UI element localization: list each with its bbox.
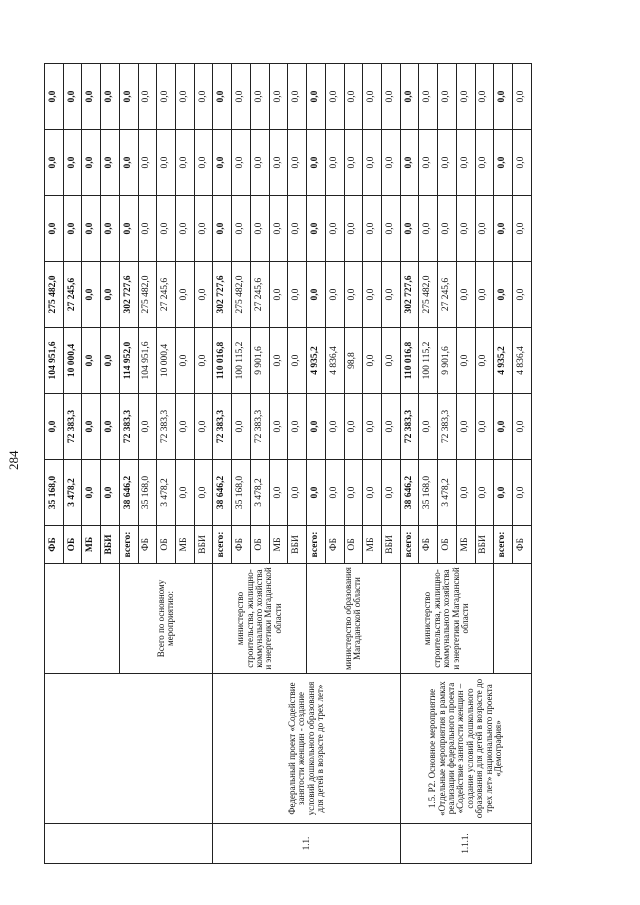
amount-cell: 0,0: [344, 196, 363, 262]
amount-cell: 0,0: [82, 262, 101, 328]
amount-cell: 0,0: [269, 196, 288, 262]
amount-cell: 0,0: [307, 130, 326, 196]
amount-cell: 0,0: [475, 130, 494, 196]
executor-cell: министерство строительства, жилищно-коммунального хозяйства и энергетики Магаданской области: [400, 564, 494, 674]
amount-cell: 0,0: [82, 394, 101, 460]
amount-cell: 0,0: [325, 460, 344, 526]
amount-cell: 0,0: [194, 196, 213, 262]
funding-source: всего:: [307, 526, 326, 564]
measure-description: [45, 674, 213, 824]
amount-cell: 27 245,6: [157, 262, 176, 328]
amount-cell: 0,0: [325, 394, 344, 460]
amount-cell: 0,0: [475, 328, 494, 394]
executor-cell: [45, 564, 120, 674]
amount-cell: 0,0: [419, 130, 438, 196]
amount-cell: 0,0: [363, 64, 382, 130]
amount-cell: 0,0: [456, 130, 475, 196]
amount-cell: 0,0: [307, 394, 326, 460]
amount-cell: 0,0: [419, 64, 438, 130]
amount-cell: 0,0: [45, 196, 64, 262]
executor-cell: министерство образования Магаданской области: [307, 564, 401, 674]
amount-cell: 0,0: [325, 262, 344, 328]
amount-cell: 0,0: [438, 130, 457, 196]
amount-cell: 0,0: [400, 130, 419, 196]
amount-cell: 0,0: [325, 130, 344, 196]
amount-cell: 0,0: [363, 262, 382, 328]
amount-cell: 0,0: [250, 64, 269, 130]
amount-cell: 0,0: [82, 328, 101, 394]
amount-cell: 72 383,3: [400, 394, 419, 460]
amount-cell: 275 482,0: [138, 262, 157, 328]
table-row: [400, 64, 419, 864]
amount-cell: 0,0: [176, 394, 195, 460]
funding-source: всего:: [213, 526, 232, 564]
table-row: [213, 64, 232, 864]
amount-cell: 0,0: [45, 130, 64, 196]
amount-cell: 35 168,0: [419, 460, 438, 526]
amount-cell: 72 383,3: [213, 394, 232, 460]
amount-cell: 0,0: [288, 196, 307, 262]
amount-cell: 98,8: [344, 328, 363, 394]
funding-source: ВБИ: [101, 526, 120, 564]
row-number: [45, 824, 213, 864]
amount-cell: 0,0: [138, 196, 157, 262]
funding-source: МБ: [363, 526, 382, 564]
amount-cell: 0,0: [494, 64, 513, 130]
amount-cell: 0,0: [101, 64, 120, 130]
amount-cell: 0,0: [494, 196, 513, 262]
amount-cell: 4 836,4: [325, 328, 344, 394]
amount-cell: 0,0: [381, 130, 400, 196]
page-number: 284: [6, 450, 21, 470]
amount-cell: 0,0: [213, 196, 232, 262]
amount-cell: 0,0: [194, 328, 213, 394]
amount-cell: 0,0: [381, 460, 400, 526]
amount-cell: 0,0: [512, 262, 531, 328]
amount-cell: 0,0: [381, 64, 400, 130]
amount-cell: 302 727,6: [400, 262, 419, 328]
amount-cell: 0,0: [119, 130, 138, 196]
amount-cell: 0,0: [119, 196, 138, 262]
amount-cell: 0,0: [325, 196, 344, 262]
amount-cell: 35 168,0: [232, 460, 251, 526]
amount-cell: 0,0: [512, 130, 531, 196]
amount-cell: 0,0: [400, 64, 419, 130]
amount-cell: 0,0: [475, 196, 494, 262]
amount-cell: 302 727,6: [119, 262, 138, 328]
amount-cell: 0,0: [45, 64, 64, 130]
amount-cell: 0,0: [494, 262, 513, 328]
amount-cell: 0,0: [138, 394, 157, 460]
amount-cell: 0,0: [250, 130, 269, 196]
amount-cell: 0,0: [269, 130, 288, 196]
amount-cell: 72 383,3: [119, 394, 138, 460]
amount-cell: 0,0: [456, 394, 475, 460]
amount-cell: 0,0: [307, 460, 326, 526]
amount-cell: 104 951,6: [138, 328, 157, 394]
amount-cell: 0,0: [232, 130, 251, 196]
executor-cell: Всего по основному мероприятию:: [119, 564, 213, 674]
amount-cell: 0,0: [138, 64, 157, 130]
funding-source: всего:: [400, 526, 419, 564]
amount-cell: 0,0: [456, 328, 475, 394]
amount-cell: 38 646,2: [400, 460, 419, 526]
amount-cell: 0,0: [288, 130, 307, 196]
amount-cell: 0,0: [344, 64, 363, 130]
amount-cell: 0,0: [363, 130, 382, 196]
funding-source: ОБ: [250, 526, 269, 564]
amount-cell: 302 727,6: [213, 262, 232, 328]
amount-cell: 0,0: [101, 328, 120, 394]
amount-cell: 0,0: [269, 262, 288, 328]
amount-cell: 0,0: [82, 130, 101, 196]
amount-cell: 4 935,2: [307, 328, 326, 394]
amount-cell: 0,0: [456, 460, 475, 526]
amount-cell: 0,0: [456, 262, 475, 328]
amount-cell: 4 836,4: [512, 328, 531, 394]
amount-cell: 0,0: [381, 196, 400, 262]
funding-source: всего:: [494, 526, 513, 564]
amount-cell: 0,0: [119, 64, 138, 130]
amount-cell: 275 482,0: [232, 262, 251, 328]
amount-cell: 0,0: [400, 196, 419, 262]
amount-cell: 110 016,8: [213, 328, 232, 394]
amount-cell: 0,0: [194, 130, 213, 196]
amount-cell: 0,0: [307, 64, 326, 130]
amount-cell: 0,0: [494, 460, 513, 526]
amount-cell: 0,0: [45, 394, 64, 460]
amount-cell: 4 935,2: [494, 328, 513, 394]
amount-cell: 3 478,2: [438, 460, 457, 526]
amount-cell: 0,0: [232, 394, 251, 460]
table-body: [45, 64, 532, 864]
budget-table-sheet: [44, 64, 532, 864]
amount-cell: 0,0: [363, 460, 382, 526]
amount-cell: 10 000,4: [63, 328, 82, 394]
row-number: 1.1.1.: [400, 824, 531, 864]
table-row: [45, 64, 64, 864]
funding-source: всего:: [119, 526, 138, 564]
funding-source: ФБ: [419, 526, 438, 564]
amount-cell: 72 383,3: [438, 394, 457, 460]
amount-cell: 0,0: [250, 196, 269, 262]
funding-source: ОБ: [344, 526, 363, 564]
amount-cell: 0,0: [344, 262, 363, 328]
amount-cell: 0,0: [288, 64, 307, 130]
funding-source: ФБ: [325, 526, 344, 564]
funding-source: МБ: [456, 526, 475, 564]
amount-cell: 0,0: [512, 64, 531, 130]
amount-cell: 0,0: [194, 460, 213, 526]
amount-cell: 38 646,2: [213, 460, 232, 526]
amount-cell: 0,0: [456, 196, 475, 262]
amount-cell: 0,0: [512, 196, 531, 262]
funding-source: ФБ: [45, 526, 64, 564]
amount-cell: 0,0: [363, 394, 382, 460]
amount-cell: 0,0: [288, 328, 307, 394]
funding-source: ФБ: [232, 526, 251, 564]
amount-cell: 0,0: [438, 196, 457, 262]
amount-cell: 0,0: [325, 64, 344, 130]
amount-cell: 100 115,2: [419, 328, 438, 394]
amount-cell: 0,0: [82, 64, 101, 130]
budget-table: [44, 63, 532, 864]
amount-cell: 0,0: [176, 262, 195, 328]
amount-cell: 0,0: [475, 262, 494, 328]
funding-source: ВБИ: [288, 526, 307, 564]
amount-cell: 0,0: [213, 64, 232, 130]
amount-cell: 100 115,2: [232, 328, 251, 394]
amount-cell: 0,0: [475, 64, 494, 130]
amount-cell: 104 951,6: [45, 328, 64, 394]
funding-source: МБ: [176, 526, 195, 564]
amount-cell: 275 482,0: [45, 262, 64, 328]
amount-cell: 0,0: [101, 196, 120, 262]
funding-source: ОБ: [63, 526, 82, 564]
amount-cell: 0,0: [194, 64, 213, 130]
executor-cell: министерство строительства, жилищно-коммунального хозяйства и энергетики Магаданской области: [213, 564, 307, 674]
amount-cell: 0,0: [63, 130, 82, 196]
amount-cell: 0,0: [494, 394, 513, 460]
amount-cell: 0,0: [194, 262, 213, 328]
amount-cell: 0,0: [82, 196, 101, 262]
amount-cell: 0,0: [288, 460, 307, 526]
amount-cell: 0,0: [176, 328, 195, 394]
amount-cell: 27 245,6: [63, 262, 82, 328]
amount-cell: 35 168,0: [45, 460, 64, 526]
funding-source: МБ: [269, 526, 288, 564]
amount-cell: 72 383,3: [157, 394, 176, 460]
amount-cell: 72 383,3: [250, 394, 269, 460]
measure-description: Федеральный проект «Содействие занятости женщин - создание условий дошкольного образования для детей в возрасте до трех лет»: [213, 674, 400, 824]
amount-cell: 0,0: [269, 460, 288, 526]
amount-cell: 0,0: [101, 130, 120, 196]
amount-cell: 0,0: [63, 64, 82, 130]
amount-cell: 0,0: [363, 328, 382, 394]
amount-cell: 0,0: [232, 64, 251, 130]
amount-cell: 0,0: [381, 328, 400, 394]
funding-source: ВБИ: [475, 526, 494, 564]
amount-cell: 0,0: [288, 262, 307, 328]
amount-cell: 0,0: [101, 262, 120, 328]
amount-cell: 0,0: [82, 460, 101, 526]
amount-cell: 0,0: [307, 262, 326, 328]
amount-cell: 3 478,2: [157, 460, 176, 526]
amount-cell: 0,0: [288, 394, 307, 460]
amount-cell: 0,0: [381, 394, 400, 460]
amount-cell: 0,0: [101, 394, 120, 460]
funding-source: ФБ: [138, 526, 157, 564]
amount-cell: 0,0: [157, 196, 176, 262]
amount-cell: 9 901,6: [438, 328, 457, 394]
amount-cell: 0,0: [307, 196, 326, 262]
amount-cell: 0,0: [475, 460, 494, 526]
amount-cell: 3 478,2: [250, 460, 269, 526]
amount-cell: 3 478,2: [63, 460, 82, 526]
amount-cell: 0,0: [269, 328, 288, 394]
amount-cell: 0,0: [157, 130, 176, 196]
funding-source: ФБ: [512, 526, 531, 564]
amount-cell: 0,0: [475, 394, 494, 460]
amount-cell: 0,0: [138, 130, 157, 196]
amount-cell: 0,0: [176, 130, 195, 196]
amount-cell: 10 000,4: [157, 328, 176, 394]
amount-cell: 38 646,2: [119, 460, 138, 526]
measure-description: 1.5. Р2. Основное мероприятие «Отдельные мероприятия в рамках реализации федерального проекта «Содействие занятости женщин – создание условий дошкольного образования для детей в возрасте до трех лет» национального проекта «Демография»: [400, 674, 531, 824]
amount-cell: 0,0: [363, 196, 382, 262]
amount-cell: 0,0: [419, 394, 438, 460]
funding-source: ВБИ: [381, 526, 400, 564]
funding-source: ОБ: [438, 526, 457, 564]
amount-cell: 0,0: [456, 64, 475, 130]
amount-cell: 0,0: [176, 460, 195, 526]
amount-cell: 0,0: [419, 196, 438, 262]
amount-cell: 110 016,8: [400, 328, 419, 394]
amount-cell: 0,0: [494, 130, 513, 196]
amount-cell: 114 952,0: [119, 328, 138, 394]
amount-cell: 275 482,0: [419, 262, 438, 328]
amount-cell: 0,0: [194, 394, 213, 460]
amount-cell: 0,0: [381, 262, 400, 328]
amount-cell: 0,0: [101, 460, 120, 526]
amount-cell: 72 383,3: [63, 394, 82, 460]
amount-cell: 0,0: [344, 394, 363, 460]
amount-cell: 0,0: [269, 64, 288, 130]
amount-cell: 0,0: [232, 196, 251, 262]
amount-cell: 35 168,0: [138, 460, 157, 526]
amount-cell: 0,0: [157, 64, 176, 130]
row-number: 1.1.: [213, 824, 400, 864]
amount-cell: 0,0: [344, 130, 363, 196]
funding-source: ОБ: [157, 526, 176, 564]
amount-cell: 0,0: [176, 196, 195, 262]
amount-cell: 0,0: [512, 394, 531, 460]
amount-cell: 0,0: [176, 64, 195, 130]
funding-source: ВБИ: [194, 526, 213, 564]
executor-cell: [494, 564, 532, 674]
amount-cell: 9 901,6: [250, 328, 269, 394]
amount-cell: 0,0: [438, 64, 457, 130]
amount-cell: 27 245,6: [250, 262, 269, 328]
funding-source: МБ: [82, 526, 101, 564]
amount-cell: 0,0: [512, 460, 531, 526]
amount-cell: 0,0: [344, 460, 363, 526]
amount-cell: 27 245,6: [438, 262, 457, 328]
amount-cell: 0,0: [63, 196, 82, 262]
amount-cell: 0,0: [269, 394, 288, 460]
amount-cell: 0,0: [213, 130, 232, 196]
